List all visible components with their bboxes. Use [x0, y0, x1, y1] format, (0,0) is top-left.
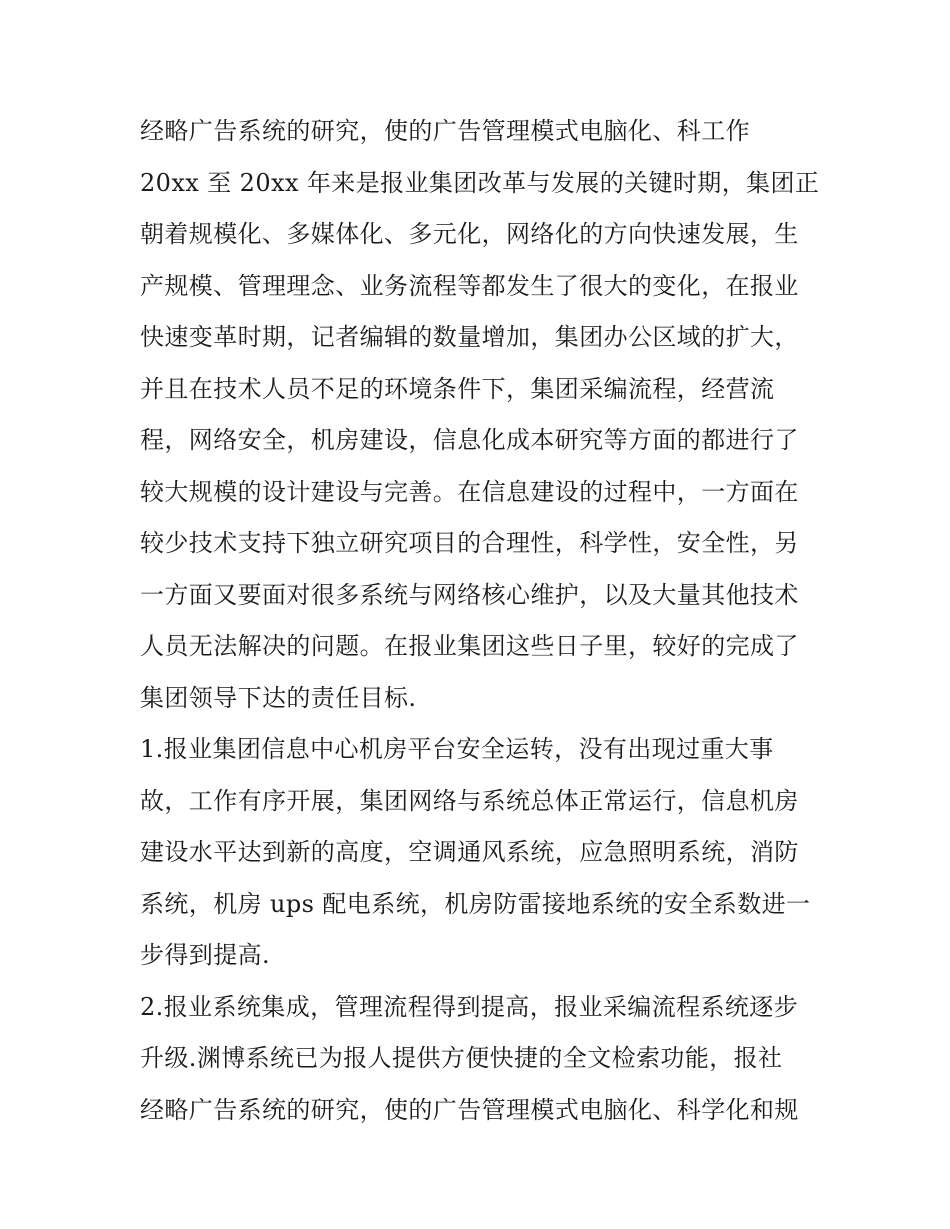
text-line: 程，网络安全，机房建设，信息化成本研究等方面的都进行了 [140, 426, 799, 454]
document-body [140, 106, 820, 1136]
text-line: 步得到提高. [140, 941, 271, 969]
text-line: 并且在技术人员不足的环境条件下，集团采编流程，经营流 [140, 374, 775, 403]
text-line: 集团领导下达的责任目标. [140, 683, 417, 712]
text-line: 快速变革时期，记者编辑的数量增加，集团办公区域的扩大， [140, 323, 799, 351]
text-line: 较大规模的设计建设与完善。在信息建设的过程中，一方面在 [140, 477, 799, 506]
text-line: 故，工作有序开展，集团网络与系统总体正常运行，信息机房 [140, 786, 799, 815]
text-line: 产规模、管理理念、业务流程等都发生了很大的变化，在报业 [140, 271, 799, 300]
text-line: 系统，机房 ups 配电系统，机房防雷接地系统的安全系数进一 [140, 889, 811, 918]
text-line: 一方面又要面对很多系统与网络核心维护，以及大量其他技术 [140, 580, 799, 609]
text-line: 升级.渊博系统已为报人提供方便快捷的全文检索功能，报社 [140, 1044, 783, 1072]
text-line: 较少技术支持下独立研究项目的合理性，科学性，安全性，另 [140, 529, 799, 557]
text-line: 20xx 至 20xx 年来是报业集团改革与发展的关键时期，集团正 [140, 168, 820, 197]
text-line: 经略广告系统的研究，使的广告管理模式电脑化、科学化和规 [140, 1095, 799, 1124]
text-line: 建设水平达到新的高度，空调通风系统，应急照明系统，消防 [140, 838, 799, 866]
list-item-2-line: 2.报业系统集成，管理流程得到提高，报业采编流程系统逐步 [140, 992, 799, 1021]
list-item-1-line: 1.报业集团信息中心机房平台安全运转，没有出现过重大事 [140, 735, 774, 763]
text-line: 人员无法解决的问题。在报业集团这些日子里，较好的完成了 [140, 632, 799, 660]
text-line: 经略广告系统的研究，使的广告管理模式电脑化、科工作 [140, 117, 750, 145]
text-line: 朝着规模化、多媒体化、多元化，网络化的方向快速发展，生 [140, 220, 799, 248]
